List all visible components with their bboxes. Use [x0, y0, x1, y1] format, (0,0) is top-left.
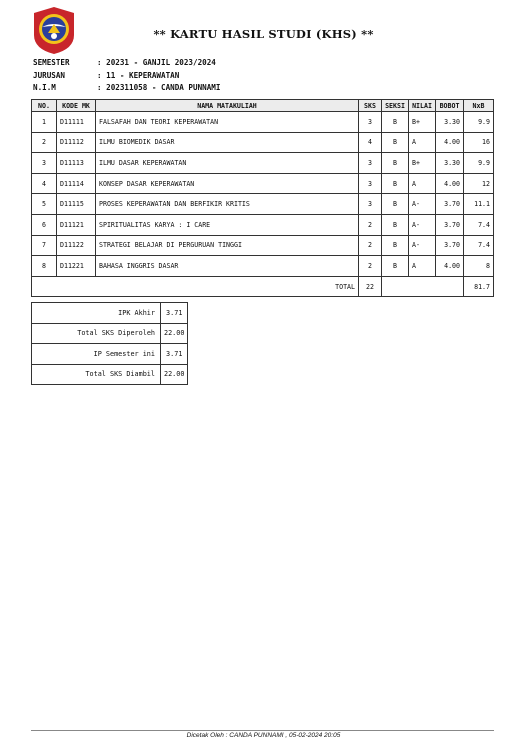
- cell-no: 2: [32, 132, 57, 153]
- cell-nilai: B+: [409, 153, 436, 174]
- cell-bobot: 4.00: [436, 256, 464, 277]
- info-jurusan: [33, 70, 220, 83]
- cell-bobot: 4.00: [436, 173, 464, 194]
- cell-nama: KONSEP DASAR KEPERAWATAN: [96, 173, 359, 194]
- info-nim: [33, 82, 220, 95]
- cell-nxb: 9.9: [464, 153, 494, 174]
- cell-nama: STRATEGI BELAJAR DI PERGURUAN TINGGI: [96, 235, 359, 256]
- summary-table: [31, 302, 188, 385]
- col-header-nama: NAMA MATAKULIAH: [96, 100, 359, 112]
- cell-sks: 4: [359, 132, 382, 153]
- cell-nilai: A-: [409, 235, 436, 256]
- cell-kode: D11113: [57, 153, 96, 174]
- info-label: JURUSAN: [33, 70, 66, 80]
- total-blank: [382, 276, 464, 297]
- cell-seksi: B: [382, 153, 409, 174]
- student-info: [33, 57, 220, 95]
- info-value: : 20231 - GANJIL 2023/2024: [97, 58, 216, 67]
- cell-nama: ILMU DASAR KEPERAWATAN: [96, 153, 359, 174]
- cell-sks: 3: [359, 194, 382, 215]
- cell-no: 6: [32, 214, 57, 235]
- cell-kode: D11111: [57, 112, 96, 133]
- cell-nama: FALSAFAH DAN TEORI KEPERAWATAN: [96, 112, 359, 133]
- print-footer: Dicetak Oleh : CANDA PUNNAMI , 05-02-2024 20:05: [186, 732, 341, 739]
- cell-sks: 2: [359, 214, 382, 235]
- table-row: [32, 214, 494, 235]
- cell-kode: D11121: [57, 214, 96, 235]
- cell-nilai: A-: [409, 194, 436, 215]
- total-sks: 22: [359, 276, 382, 297]
- cell-nxb: 8: [464, 256, 494, 277]
- table-row: [32, 256, 494, 277]
- cell-no: 3: [32, 153, 57, 174]
- cell-sks: 3: [359, 173, 382, 194]
- cell-bobot: 3.30: [436, 153, 464, 174]
- summary-value: 3.71: [161, 303, 188, 324]
- col-header-kode: KODE MK: [57, 100, 96, 112]
- cell-nama: BAHASA INGGRIS DASAR: [96, 256, 359, 277]
- summary-value: 22.00: [161, 323, 188, 344]
- col-header-nxb: NxB: [464, 100, 494, 112]
- cell-nxb: 7.4: [464, 235, 494, 256]
- cell-nilai: A: [409, 132, 436, 153]
- cell-no: 5: [32, 194, 57, 215]
- cell-no: 4: [32, 173, 57, 194]
- cell-no: 7: [32, 235, 57, 256]
- col-header-bobot: BOBOT: [436, 100, 464, 112]
- footer-divider: [31, 730, 494, 731]
- summary-label: IPK Akhir: [32, 303, 161, 324]
- cell-seksi: B: [382, 173, 409, 194]
- cell-nxb: 11.1: [464, 194, 494, 215]
- table-row: [32, 132, 494, 153]
- info-value: : 11 - KEPERAWATAN: [97, 70, 180, 80]
- cell-sks: 3: [359, 153, 382, 174]
- cell-kode: D11112: [57, 132, 96, 153]
- col-header-seksi: SEKSI: [382, 100, 409, 112]
- page-title: ** KARTU HASIL STUDI (KHS) **: [153, 27, 374, 41]
- col-header-sks: SKS: [359, 100, 382, 112]
- cell-bobot: 3.70: [436, 235, 464, 256]
- cell-kode: D11115: [57, 194, 96, 215]
- info-label: N.I.M: [33, 83, 56, 92]
- table-row: [32, 112, 494, 133]
- summary-label: IP Semester ini: [32, 344, 161, 365]
- cell-seksi: B: [382, 214, 409, 235]
- cell-seksi: B: [382, 194, 409, 215]
- cell-bobot: 3.70: [436, 214, 464, 235]
- summary-row: [32, 364, 188, 385]
- cell-nama: SPIRITUALITAS KARYA : I CARE: [96, 214, 359, 235]
- summary-label: Total SKS Diperoleh: [32, 323, 161, 344]
- summary-value: 3.71: [161, 344, 188, 365]
- summary-row: [32, 303, 188, 324]
- cell-bobot: 3.30: [436, 112, 464, 133]
- grades-table: [31, 99, 494, 297]
- info-label: SEMESTER: [33, 58, 70, 67]
- cell-nilai: A-: [409, 214, 436, 235]
- cell-seksi: B: [382, 235, 409, 256]
- cell-nama: ILMU BIOMEDIK DASAR: [96, 132, 359, 153]
- total-nxb: 81.7: [464, 276, 494, 297]
- cell-sks: 2: [359, 235, 382, 256]
- cell-nxb: 7.4: [464, 214, 494, 235]
- summary-row: [32, 344, 188, 365]
- info-semester: [33, 57, 220, 70]
- cell-nama: PROSES KEPERAWATAN DAN BERFIKIR KRITIS: [96, 194, 359, 215]
- summary-value: 22.00: [161, 364, 188, 385]
- info-value: : 202311058 - CANDA PUNNAMI: [97, 83, 221, 92]
- cell-nilai: A: [409, 173, 436, 194]
- cell-kode: D11221: [57, 256, 96, 277]
- total-row: [32, 276, 494, 297]
- cell-seksi: B: [382, 132, 409, 153]
- total-label: TOTAL: [32, 276, 359, 297]
- table-row: [32, 235, 494, 256]
- table-row: [32, 194, 494, 215]
- summary-row: [32, 323, 188, 344]
- cell-kode: D11114: [57, 173, 96, 194]
- summary-label: Total SKS Diambil: [32, 364, 161, 385]
- cell-nilai: B+: [409, 112, 436, 133]
- col-header-nilai: NILAI: [409, 100, 436, 112]
- cell-kode: D11122: [57, 235, 96, 256]
- cell-nxb: 9.9: [464, 112, 494, 133]
- table-row: [32, 173, 494, 194]
- cell-nxb: 12: [464, 173, 494, 194]
- cell-seksi: B: [382, 112, 409, 133]
- cell-nxb: 16: [464, 132, 494, 153]
- table-row: [32, 153, 494, 174]
- cell-bobot: 4.00: [436, 132, 464, 153]
- col-header-no: NO.: [32, 100, 57, 112]
- cell-bobot: 3.70: [436, 194, 464, 215]
- cell-no: 8: [32, 256, 57, 277]
- cell-seksi: B: [382, 256, 409, 277]
- cell-nilai: A: [409, 256, 436, 277]
- cell-sks: 3: [359, 112, 382, 133]
- table-header: [32, 100, 494, 112]
- cell-sks: 2: [359, 256, 382, 277]
- cell-no: 1: [32, 112, 57, 133]
